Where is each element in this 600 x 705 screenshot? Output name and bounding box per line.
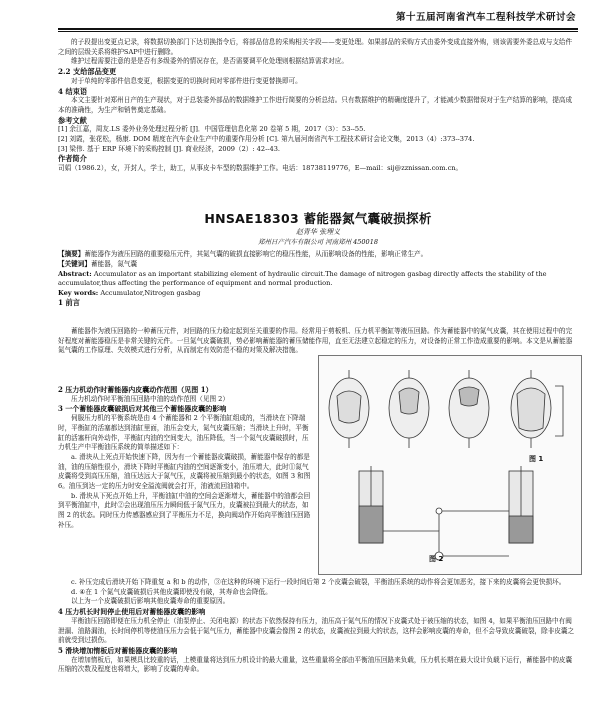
reference-item: [2] 刘霞，张花松，杨康. DOM 精度在汽车企业生产中的重要作用分析 [C]. 第九届河南省汽车工程技术研讨会论文集，2013（4）:373--374. [58, 135, 475, 144]
section-heading: 2.2 支给部品变更 [58, 67, 117, 77]
paragraph: 对于单纯的零部件信息变更，根据变更的切换时间对零部件进行变更替换即可。 [71, 76, 302, 85]
left-column [58, 385, 311, 531]
reference-item: [3] 梁伟. 基于 ERP 环境下的采购控制 [J]. 商业经济，2009（2）: 42--43. [58, 144, 281, 153]
paragraph: 伺服压力机的平衡系统是由 4 个蓄能器和 2 个平衡油缸组成的，当滑块在下降端时，平衡缸的活塞都达到油缸里面，油压会变大，氮气皮囊压缩；当滑块上升时，平衡缸的活塞杆向外动作，平衡缸内油的空间变大，油压降低，当一个氮气皮囊破损时，压力机生产中平衡油压系统的简单描述如下： [58, 414, 309, 452]
paragraph: a. 滑块从上死点开始快速下降，因为有一个蓄能器皮囊破损，蓄能器中保存的都是油，油的压缩性很小，滑块下降时平衡缸内油的空间逐渐变小，油压增大，此时①氮气皮囊将受到高压压缩，油压达远大于氮气压，皮囊将被压缩到最小的状态，如图 3 和图 6。油压到达一定的压力时安全溢流阀就会打开，油液流回油箱中。 [58, 452, 311, 491]
section-heading: 1 前言 [58, 298, 80, 308]
accumulator-diagram [449, 370, 489, 448]
paragraph: 以上为一个皮囊破损后影响其他皮囊寿命的重要原因。 [71, 597, 230, 606]
figure-2-label: 图 2 [429, 555, 444, 563]
paragraph: b. 滑块从下死点开始上升，平衡油缸中油的空间会逐渐增大，蓄能器中的油都会回到平衡油缸中，此时②会出现油压压力瞬间低于氮气压力，皮囊被拉到最大的状态，如图 2 的状态。同时压力传感器感应到了平衡压力不足，换向阀动作开始向平衡油压回路补压。 [58, 491, 311, 529]
keywords-cn [58, 260, 578, 270]
paragraph: 的子段提出变更点记录，将数据切换部门下达切换指令后，将部品信息的采购相关字段——变更处理。如果部品的采购方式由委外变成直接外购，则该需要外委总成与支给件之间的层级关系将维护SAP中进行删除。 [58, 38, 573, 56]
keywords-en [58, 289, 578, 299]
keywords-cn-text: 蓄能器，氮气囊 [90, 260, 138, 268]
lower-body [58, 578, 578, 675]
paragraph: 压力机动作时平衡油压回路中油的动作范围（见图 2） [71, 394, 229, 403]
header-rule-thin [58, 31, 578, 32]
paragraph: 平衡油压回路即便在压力机全停止（油泵停止、关闭电源）的状态下依然保持有压力，油压高于氮气压的情况下皮囊式处于被压缩的状态，如图 4，如果平衡油压回路中有阀泄漏、油路漏油，长时间停机等使油压压力会低于氮气压力，蓄能器中皮囊会像图 2 的状态，皮囊被拉到最大的状态，这样会影响皮囊的寿命，但不会导致皮囊破裂，除非皮囊之前就受到过损伤。 [58, 616, 575, 645]
journal-header-title: 第十五届河南省汽车工程科技学术研讨会 [395, 12, 576, 23]
article-affiliation: 郑州日产汽车有限公司 河南郑州 450018 [258, 237, 378, 246]
accumulator-diagram [511, 370, 563, 448]
paragraph: c. 补压完成后滑块开始下降重复 a 和 b 的动作，③在这种的环境下运行一段时间后第 2 个皮囊会破裂，平衡油压系统的动作将会更加恶劣，接下来的皮囊将会更快损坏。 [71, 578, 566, 586]
paragraph: d. ④在 1 个氮气皮囊破损后其他皮囊即使没有破，其寿命也会降低。 [71, 587, 272, 596]
previous-article [58, 38, 578, 174]
section-heading: 4 压力机长时间停止使用后对蓄能器皮囊的影响 [58, 607, 206, 617]
figure-1-label: 图 1 [529, 455, 544, 463]
accumulator-diagram [389, 370, 429, 448]
abstract-cn [58, 250, 578, 260]
keywords-cn-label: 【关键词】 [58, 260, 91, 268]
author-info: 司娟（1986.2），女，开封人，学士，助工，从事皮卡车型的数据维护工作。电话：18738119776，E—mail：sij@zznissan.com.cn。 [58, 164, 463, 173]
section-heading: 2 压力机动作时蓄能器内皮囊动作范围（见图 1） [58, 385, 213, 394]
section-1-text: 蓄能器作为液压回路的一种蓄压元件，对回路的压力稳定起到至关重要的作用。经常用于剪板机、压力机平衡缸等液压回路。作为蓄能器中的氮气皮囊，其在使用过程中的完好程度对蓄能器稳压是非常关键的元件。一旦氮气皮囊破损，势必影响蓄能器的蓄压储能作用，直至无法建立起稳定的压力，对设备的正常工作造成重要的影响。本文是从蓄能器氮气囊的工作原理、失效模式进行分析，从而制定有效防范不稳的对策及解决措施。 [58, 327, 573, 355]
article-title: HNSAE18303 蓄能器氮气囊破损探析 [204, 211, 432, 226]
header-rule [58, 28, 578, 30]
paragraph: 在增加惰板后，如果模具比较重的话，上模重量将达到压力机设计的最大重量，这些重量将全部由平衡油压回路来负载，压力机长期在最大设计负载下运行，蓄能器中的皮囊压缩的次数及程度也将增大，影响了皮囊的寿命。 [58, 655, 573, 674]
figure-2-cylinders [359, 466, 533, 560]
keywords-en-text: Accumulator,Nitrogen gasbag [100, 288, 201, 297]
abstract-cn-text: 蓄能器作为液压回路的重要稳压元件，其氮气囊的破损直接影响它的稳压性能，从而影响设备的性能，影响正常生产。 [84, 250, 428, 259]
section-heading: 3 一个蓄能器皮囊破损后对其他三个蓄能器皮囊的影响 [58, 404, 227, 414]
accumulator-figure [319, 356, 581, 574]
intro-paragraph [58, 327, 578, 356]
paragraph: 维护过程需要注意的是是否有多级委外的情况存在，是否需要调平化处理则根据结算需求对应。 [71, 57, 348, 66]
running-header [0, 0, 600, 36]
paragraph: 本文主要针对郑州日产的生产现状，对于总装委外部品的数据维护工作进行简要的分析总结。只有数据维护的精确度提升了，才能减少数据错误对于生产结算的影响，提高成本的准确性，为生产和销售奠定基础。 [58, 96, 573, 114]
article-header [58, 210, 578, 308]
abstract-en [58, 270, 578, 289]
reference-item: [1] 余江嘉，周友.LS 委外业务处理过程分析 [J]．中国管理信息化第 20 卷第 5 期，2017（3）：53--55. [58, 125, 366, 134]
article-authors: 赵青华 张理义 [295, 228, 341, 236]
figure-panel [318, 355, 582, 575]
abstract-en-text: Accumulator as an important stabilizing element of hydraulic circuit.The damage of nitrogen gasbag directly affects the stability of the accumulator,thus affecting the performance of equipment and normal production. [58, 269, 547, 288]
abstract-cn-label: 【摘要】 [58, 250, 85, 259]
paragraph [58, 327, 578, 356]
abstract-en-label: Abstract: [58, 269, 92, 278]
author-info-title: 作者简介 [58, 154, 87, 164]
keywords-en-label: Key words: [58, 288, 99, 297]
references-title: 参考文献 [58, 115, 87, 125]
section-heading: 5 滑块增加惰板后对蓄能器皮囊的影响 [58, 645, 178, 655]
figure-1-accumulators [329, 370, 563, 448]
section-heading: 4 结束语 [58, 86, 88, 96]
accumulator-diagram [329, 370, 369, 448]
